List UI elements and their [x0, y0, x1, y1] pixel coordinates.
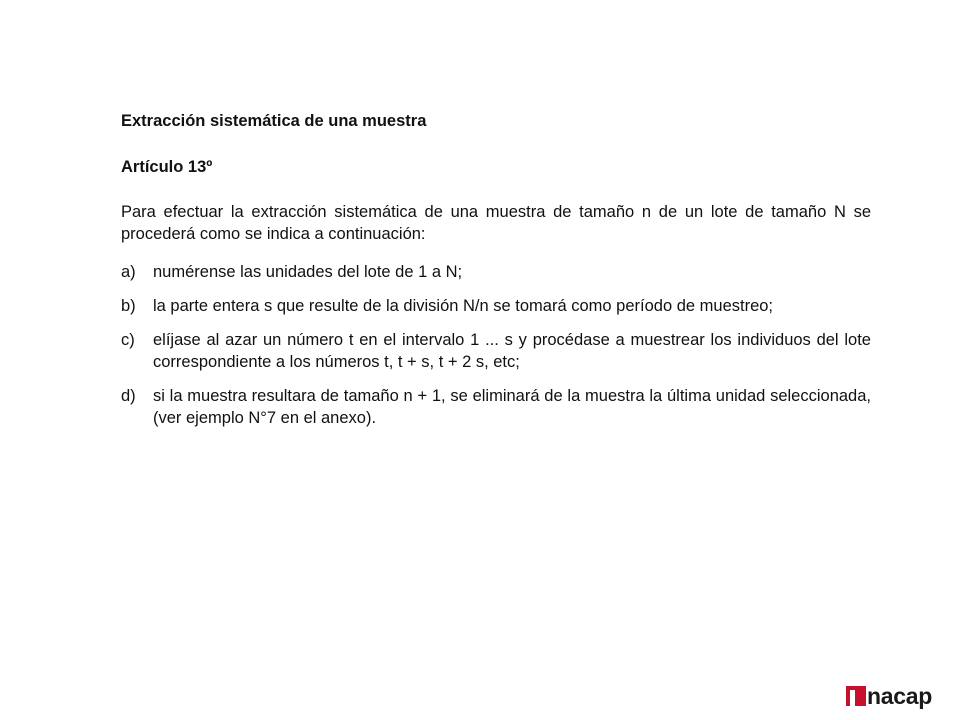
logo-text: nacap: [867, 683, 932, 709]
list-item-marker: a): [121, 263, 136, 281]
inacap-logo-mark-icon: [846, 686, 866, 706]
logo-mark-cut: [850, 690, 855, 706]
list-item-text: la parte entera s que resulte de la división N/n se tomará como período de muestreo;: [153, 297, 774, 315]
list-item-text: numérense las unidades del lote de 1 a N;: [153, 263, 463, 281]
list-item-marker: d): [121, 387, 136, 405]
list-item-marker: c): [121, 331, 135, 349]
section-title: Extracción sistemática de una muestra: [121, 112, 427, 130]
list-item-text: si la muestra resultara de tamaño n + 1, se eliminará de la muestra la última unidad seleccionada, (ver ejemplo N°7 en el anexo).: [153, 387, 871, 427]
logo-mark-square: [846, 686, 866, 706]
intro-paragraph: Para efectuar la extracción sistemática de una muestra de tamaño n de un lote de tamaño N se procederá como se indica a continuación:: [121, 203, 871, 243]
inacap-logo: [846, 681, 932, 711]
list-item: [121, 385, 871, 429]
article-title: Artículo 13º: [121, 158, 213, 176]
list-item-text: elíjase al azar un número t en el intervalo 1 ... s y procédase a muestrear los individuos del lote correspondiente a los números t, t + s, t + 2 s, etc;: [153, 331, 871, 371]
document-body: [121, 110, 871, 429]
list-item: [121, 261, 871, 283]
list-item: [121, 295, 871, 317]
list-item: [121, 329, 871, 373]
list-item-marker: b): [121, 297, 136, 315]
procedure-list: [121, 261, 871, 429]
